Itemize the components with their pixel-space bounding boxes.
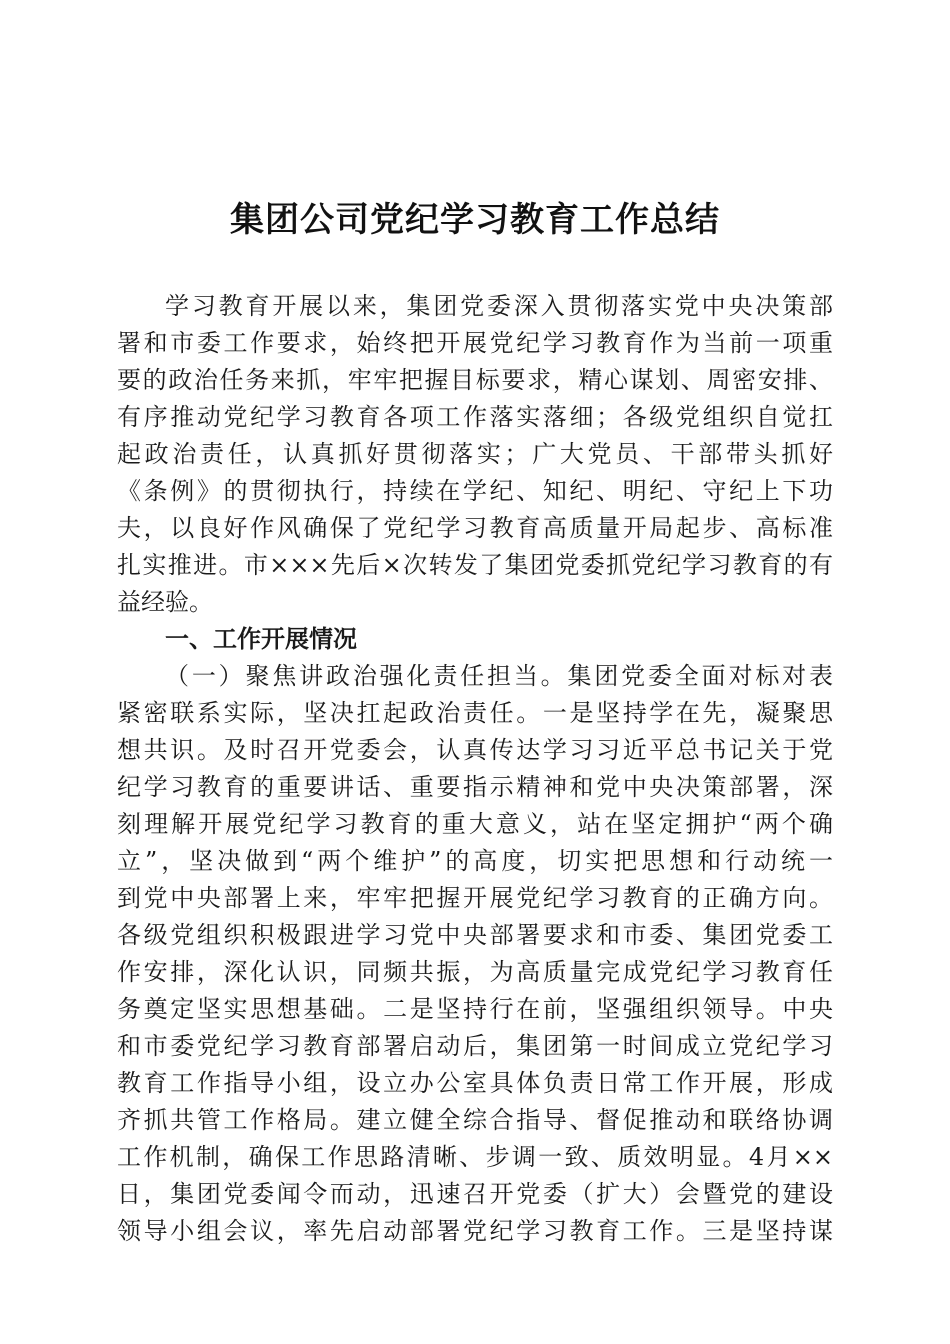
paragraph-section-1 (117, 658, 833, 1250)
section-heading: 一、工作开展情况 (165, 625, 357, 653)
text-line: 署和市委工作要求，始终把开展党纪学习教育作为当前一项重 (117, 329, 833, 357)
text-line: 务奠定坚实思想基础。二是坚持行在前，坚强组织领导。中央 (117, 995, 833, 1023)
text-line: 和市委党纪学习教育部署启动后，集团第一时间成立党纪学习 (117, 1032, 833, 1060)
paragraph-intro (117, 288, 833, 621)
text-line: 《条例》的贯彻执行，持续在学纪、知纪、明纪、守纪上下功 (117, 477, 833, 505)
text-line: 想共识。及时召开党委会，认真传达学习习近平总书记关于党 (117, 736, 833, 764)
text-line: 起政治责任，认真抓好贯彻落实；广大党员、干部带头抓好 (117, 440, 833, 468)
text-line: 日，集团党委闻令而动，迅速召开党委（扩大）会暨党的建设 (117, 1180, 833, 1208)
text-line: （一）聚焦讲政治强化责任担当。集团党委全面对标对表 (165, 662, 833, 690)
text-line: 立”，坚决做到“两个维护”的高度，切实把思想和行动统一 (117, 847, 833, 875)
text-line: 学习教育开展以来，集团党委深入贯彻落实党中央决策部 (165, 292, 833, 320)
text-line: 纪学习教育的重要讲话、重要指示精神和党中央决策部署，深 (117, 773, 833, 801)
text-line: 扎实推进。市×××先后×次转发了集团党委抓党纪学习教育的有 (117, 551, 833, 579)
text-line: 教育工作指导小组，设立办公室具体负责日常工作开展，形成 (117, 1069, 833, 1097)
text-line: 要的政治任务来抓，牢牢把握目标要求，精心谋划、周密安排、 (117, 366, 833, 394)
text-line: 工作机制，确保工作思路清晰、步调一致、质效明显。4月×× (117, 1143, 833, 1171)
text-line: 各级党组织积极跟进学习党中央部署要求和市委、集团党委工 (117, 921, 833, 949)
document-body (117, 288, 833, 1250)
text-line: 夫，以良好作风确保了党纪学习教育高质量开局起步、高标准 (117, 514, 833, 542)
text-line: 作安排，深化认识，同频共振，为高质量完成党纪学习教育任 (117, 958, 833, 986)
text-line: 益经验。 (117, 588, 213, 616)
text-line: 领导小组会议，率先启动部署党纪学习教育工作。三是坚持谋 (117, 1217, 833, 1245)
text-line: 紧密联系实际，坚决扛起政治责任。一是坚持学在先，凝聚思 (117, 699, 833, 727)
text-line: 齐抓共管工作格局。建立健全综合指导、督促推动和联络协调 (117, 1106, 833, 1134)
text-line: 到党中央部署上来，牢牢把握开展党纪学习教育的正确方向。 (117, 884, 833, 912)
text-line: 刻理解开展党纪学习教育的重大意义，站在坚定拥护“两个确 (117, 810, 833, 838)
document-title: 集团公司党纪学习教育工作总结 (230, 200, 720, 240)
text-line: 有序推动党纪学习教育各项工作落实落细；各级党组织自觉扛 (117, 403, 833, 431)
